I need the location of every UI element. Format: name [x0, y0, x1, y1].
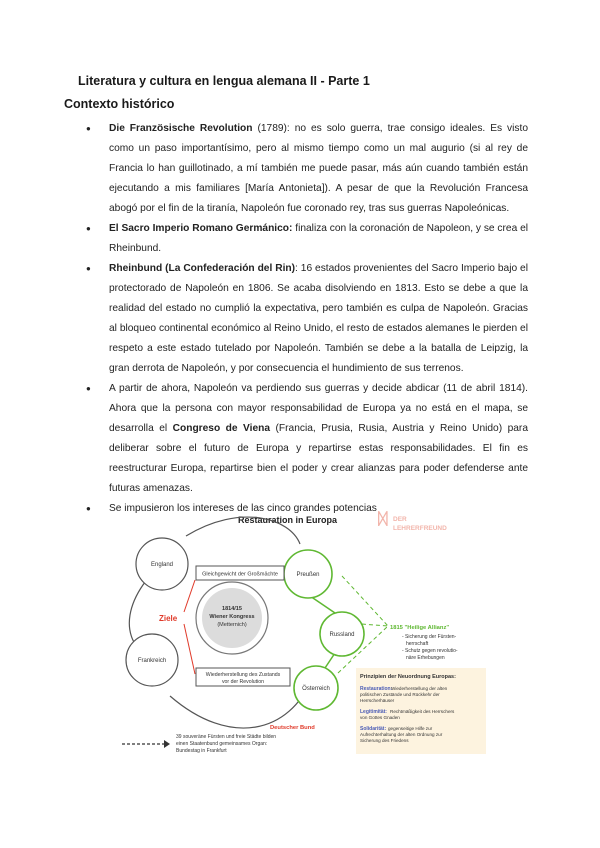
bullet-item — [86, 379, 528, 499]
node-russland-label: Russland — [329, 632, 355, 638]
section-heading: Contexto histórico — [64, 97, 175, 111]
prinzipien-restauration-key: Restauration: — [360, 686, 393, 692]
bullet-list — [86, 119, 528, 519]
bullet-item — [86, 259, 528, 379]
green-link-2 — [325, 653, 335, 668]
node-england-label: England — [150, 562, 174, 568]
allianz-line: - Schutz gegen revolutio- — [402, 648, 458, 654]
center-label-year: 1814/15 — [222, 606, 242, 612]
bullet-text: (1789): no es solo guerra, trae consigo ideales. Es visto como un paso importantísimo, pero al mismo tiempo como un mal augurio (si al rey de Francia lo han guillotinado, a mí también me puede pasar, más aún cuando también están ejecutando a mis familiares [María Antonieta]). A pesar de que la Revolución Francesa abogó por el fin de la tiranía, Napoleón fue coronado rey, tras sus guerras Napoleónicas. — [109, 123, 528, 214]
allianz-line: näre Erhebungen — [406, 655, 445, 661]
bullet-text: finaliza con la coronación de Napoleon, y se crea el Rheinbund. — [109, 223, 529, 254]
prinzipien-solidaritaet-part2: Aufrechterhaltung der alten Ordnung zur — [360, 732, 443, 737]
logo-mark-icon: ᛞ — [378, 511, 388, 528]
bullet-text: Se impusieron los intereses de las cinco grandes potencias — [109, 503, 377, 514]
bullet-text: A partir de ahora, Napoleón va perdiendo sus guerras y decide abdicar (11 de abril 1814). Ahora que la persona con mayor responsabilidad de Europa ya no está en el mapa, se desarrolla el — [109, 383, 528, 434]
node-frankreich-label: Frankreich — [137, 658, 167, 664]
box-wiederherstellung-line1: Wiederherstellung des Zustands — [205, 672, 281, 678]
prinzipien-solidaritaet-key: Solidarität: — [360, 726, 387, 732]
allianz-line: - Sicherung der Fürsten- — [402, 634, 457, 640]
box-gleichgewicht-label: Gleichgewicht der Großmächte — [202, 571, 278, 578]
prinzipien-solidaritaet-part1: gegenseitige Hilfe zur — [388, 726, 433, 731]
document-title: Literatura y cultura en lengua alemana II - Parte 1 — [78, 74, 370, 88]
node-preussen-label: Preußen — [296, 572, 320, 578]
bund-line: einen Staatenbund gemeinsames Organ: — [176, 741, 268, 747]
prinzipien-legitimitaet-key: Legitimität: — [360, 709, 387, 715]
diagram-title: Restauration in Europa — [238, 515, 338, 525]
bullet-text: : 16 estados provenientes del Sacro Imperio bajo el protectorado de Napoleón en 1806. Se acaba disolviendo en 1813. Esto se debe a que la realidad del estado no cumplió la expectativa, pero también es culpa de Napoleón. Gracias al bloqueo continental económico al Reino Unido, el resto de estados alemanes le pierden el respeto a este estado tutelado por Napoleón. También se debe a la batalla de Leipzig, la gran derrota de Napoleón, y por consecuencia el hundimiento de sus terrenos. — [109, 263, 528, 374]
bund-title: Deutscher Bund — [270, 725, 315, 731]
ziele-arrow-up — [184, 580, 195, 612]
center-label-kongress: Wiener Kongress — [209, 614, 255, 620]
prinzipien-solidaritaet-part3: Sicherung des Friedens — [360, 738, 409, 743]
ziele-label: Ziele — [159, 614, 178, 623]
bund-arrow-head-icon — [164, 740, 170, 748]
bund-line: 39 souveräne Fürsten und freie Städte bilden — [176, 734, 277, 740]
allianz-title: 1815 "Heilige Allianz" — [390, 625, 450, 631]
prinzipien-restauration-part1: Wiederherstellung der alten — [391, 686, 448, 691]
prinzipien-legitimitaet-part2: von Gottes Gnaden — [360, 715, 400, 720]
bund-line: Bundestag in Frankfurt — [176, 748, 227, 754]
bullet-bold-text: Rheinbund (La Confederación del Rin) — [109, 263, 296, 274]
prinzipien-title: Prinzipien der Neuordnung Europas: — [360, 674, 456, 680]
prinzipien-legitimitaet-part1: Rechtmäßigkeit des Herrschers — [390, 709, 455, 714]
box-wiederherstellung-line2: vor der Revolution — [221, 679, 265, 685]
prinzipien-restauration-part3: Herrscherhäuser — [360, 698, 395, 703]
allianz-line: herrschaft — [406, 641, 429, 647]
bullet-bold-text: El Sacro Imperio Romano Germánico: — [109, 223, 293, 234]
prinzipien-restauration-part2: politischen Zustände und Rückkehr der — [360, 692, 440, 697]
restauration-diagram — [120, 508, 492, 770]
bullet-item — [86, 119, 528, 219]
bullet-item — [86, 219, 528, 259]
bullet-bold-text: Die Französische Revolution — [109, 123, 253, 134]
logo-text-line1: DER — [393, 516, 407, 523]
node-oesterreich-label: Österreich — [302, 686, 330, 692]
lehrerfreund-logo — [378, 511, 447, 532]
green-link-1 — [310, 596, 335, 613]
center-label-metternich: (Metternich) — [217, 622, 247, 628]
bullet-text: (Francia, Prusia, Rusia, Austria y Reino Unido) para deliberar sobre el futuro de Europa y repartirse estas responsabilidades. El fin es reestructurar Europa, repartirse bien el poder y crear alianzas para poder defenderse ante futuras amenazas. — [109, 423, 528, 494]
bullet-bold-text: Congreso de Viena — [172, 423, 271, 434]
logo-text-line2: LEHRERFREUND — [393, 525, 447, 532]
ziele-arrow-down — [184, 624, 195, 674]
